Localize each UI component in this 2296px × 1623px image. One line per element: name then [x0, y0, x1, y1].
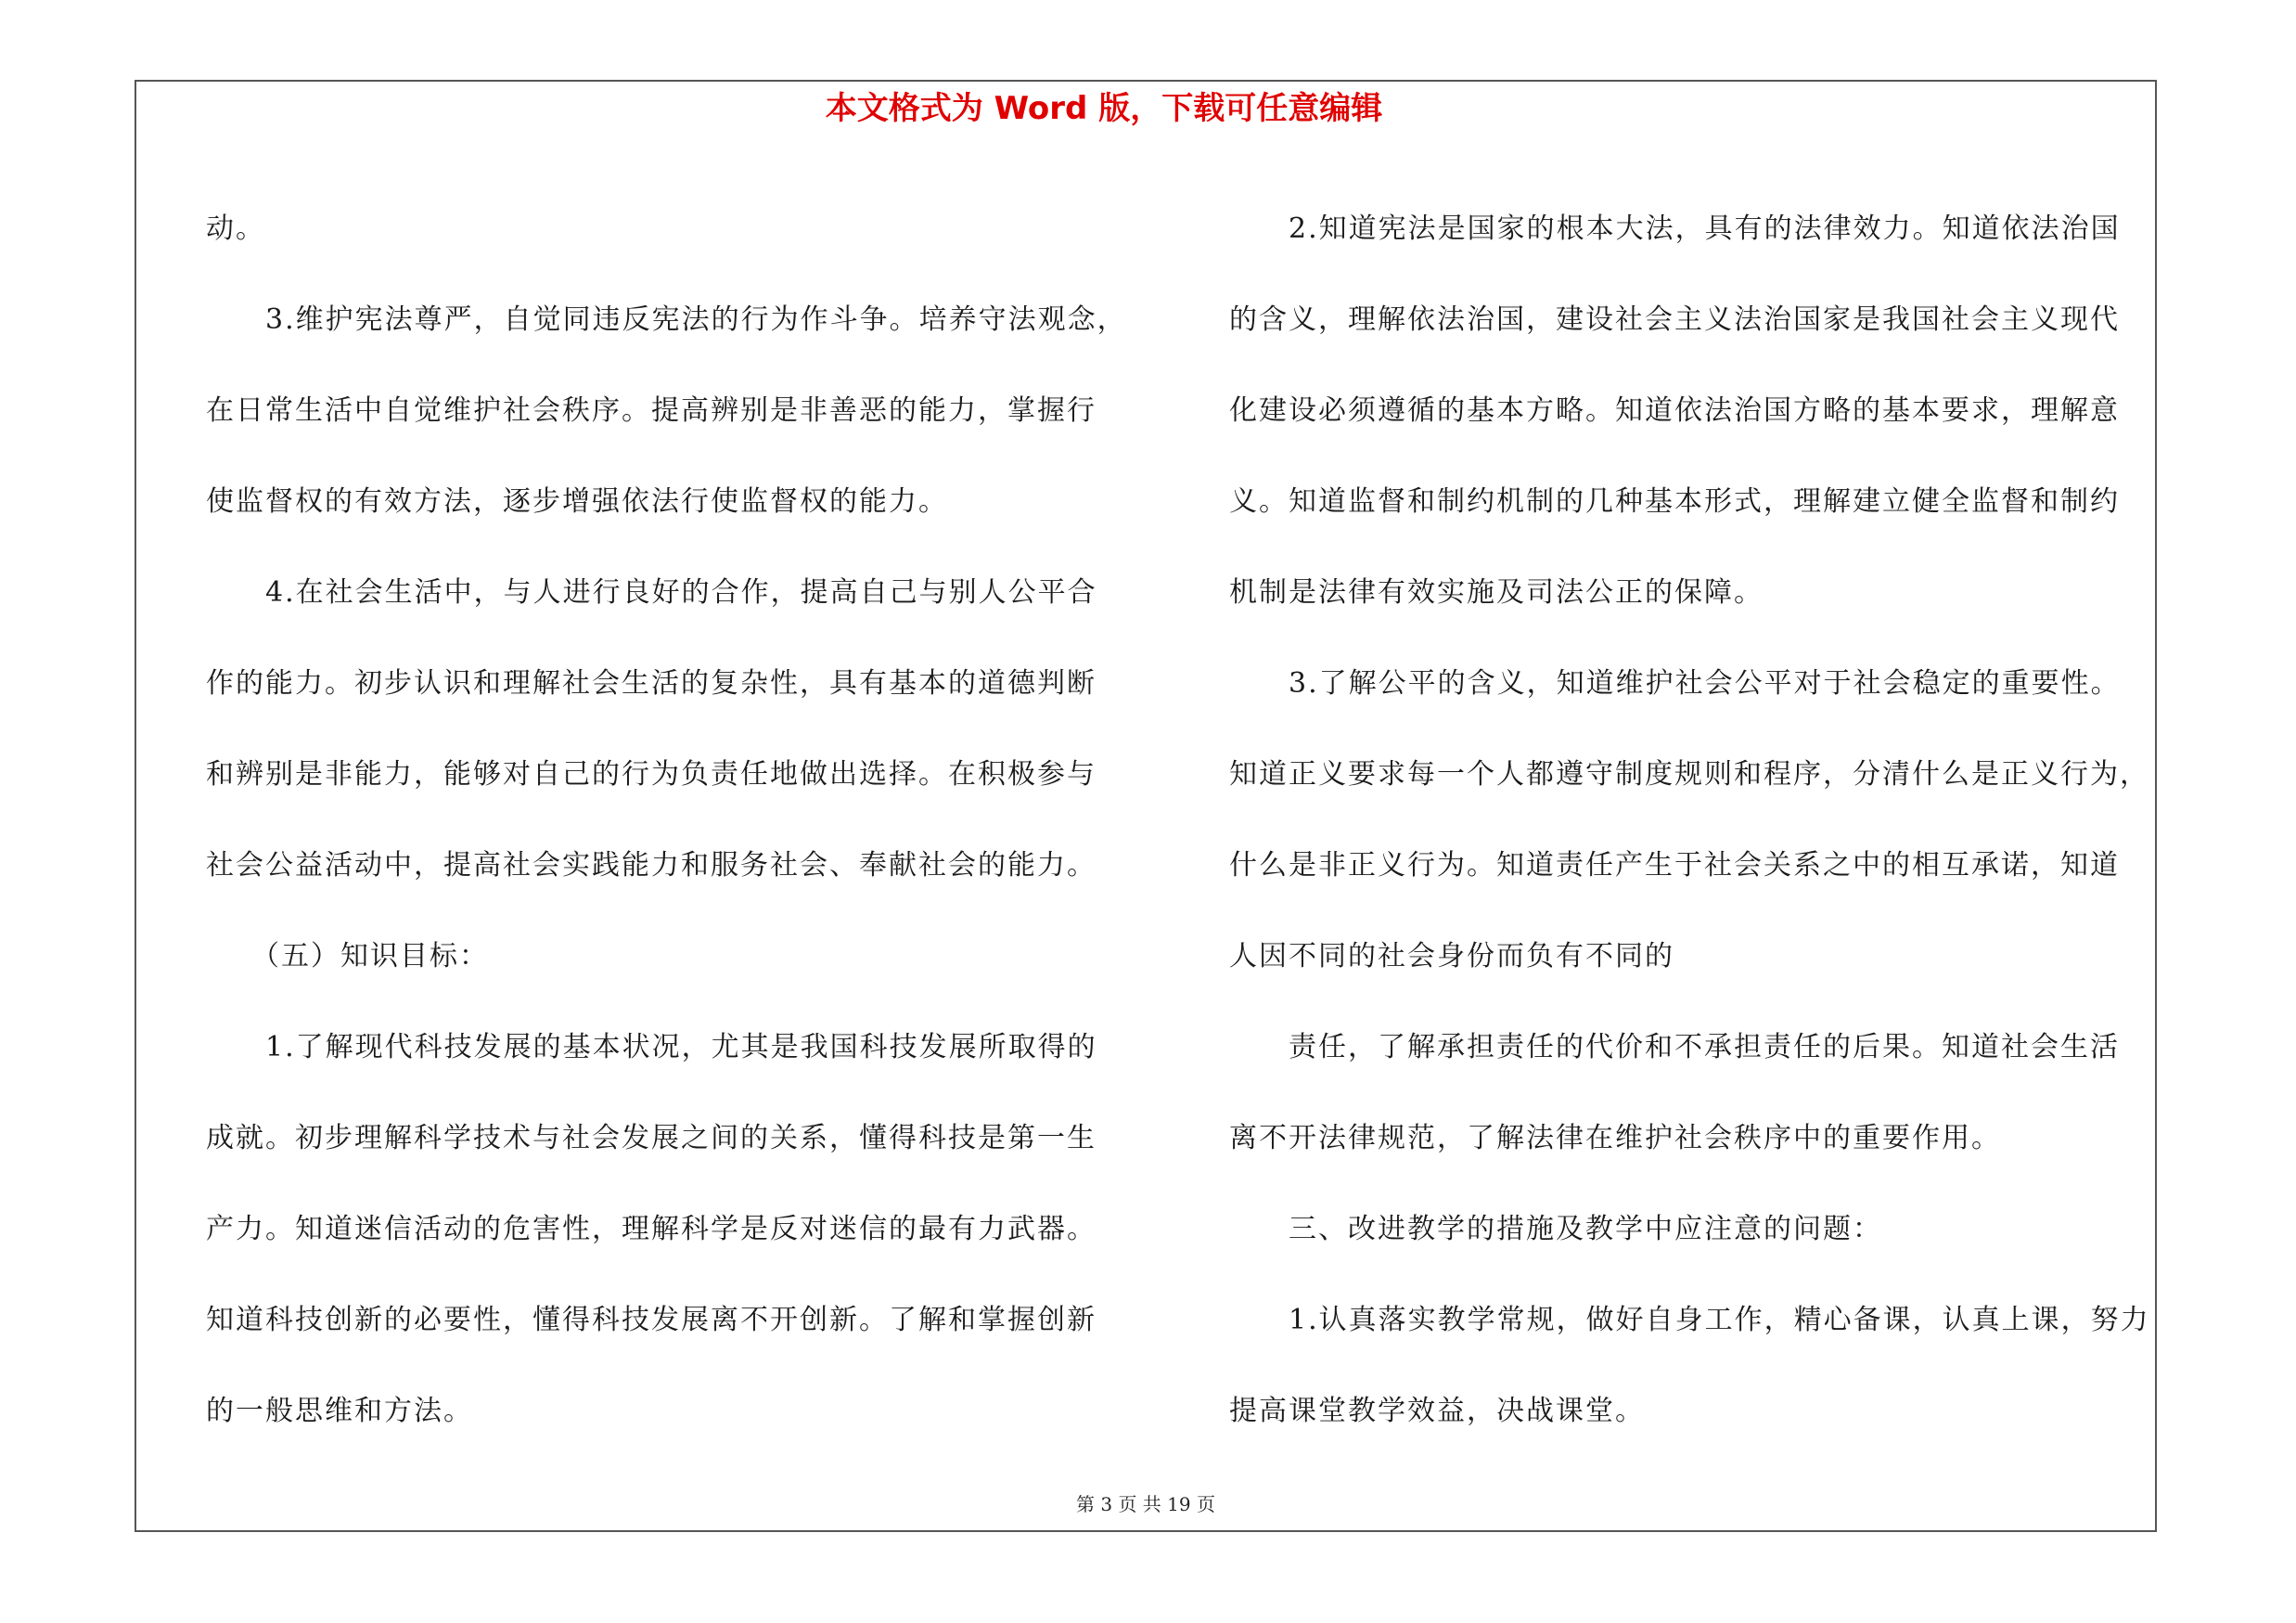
text-line: 机制是法律有效实施及司法公正的保障。	[1229, 576, 1764, 609]
text-line: 化建设必须遵循的基本方略。知道依法治国方略的基本要求，理解意	[1229, 394, 2120, 427]
section-heading: 三、改进教学的措施及教学中应注意的问题：	[1229, 1213, 1882, 1245]
right-column	[1229, 184, 2150, 1457]
text-line: 知道科技创新的必要性，懂得科技发展离不开创新。了解和掌握创新	[206, 1304, 1097, 1336]
text-line: 的含义，理解依法治国，建设社会主义法治国家是我国社会主义现代	[1229, 303, 2120, 336]
page-number: 第 3 页 共 19 页	[1076, 1493, 1215, 1515]
text-line: 社会公益活动中，提高社会实践能力和服务社会、奉献社会的能力。	[206, 849, 1097, 882]
format-banner: 本文格式为 Word 版，下载可任意编辑	[825, 90, 1383, 127]
text-line: 1.了解现代科技发展的基本状况，尤其是我国科技发展所取得的	[206, 1031, 1097, 1063]
text-line: 4.在社会生活中，与人进行良好的合作，提高自己与别人公平合	[206, 576, 1097, 609]
text-line: 责任，了解承担责任的代价和不承担责任的后果。知道社会生活	[1229, 1031, 2120, 1063]
text-line: 2.知道宪法是国家的根本大法，具有的法律效力。知道依法治国	[1229, 213, 2121, 245]
text-line: 的一般思维和方法。	[206, 1395, 473, 1427]
text-line: 知道正义要求每一个人都遵守制度规则和程序，分清什么是正义行为，	[1229, 758, 2149, 791]
text-line: 产力。知道迷信活动的危害性，理解科学是反对迷信的最有力武器。	[206, 1213, 1097, 1245]
text-line: 使监督权的有效方法，逐步增强依法行使监督权的能力。	[206, 485, 948, 518]
text-line: 提高课堂教学效益，决战课堂。	[1229, 1395, 1645, 1427]
text-line: 1.认真落实教学常规，做好自身工作，精心备课，认真上课，努力	[1229, 1304, 2150, 1336]
text-line: 动。	[206, 213, 265, 245]
section-heading: （五）知识目标：	[206, 940, 489, 973]
text-line: 3.了解公平的含义，知道维护社会公平对于社会稳定的重要性。	[1229, 667, 2121, 700]
text-line: 离不开法律规范，了解法律在维护社会秩序中的重要作用。	[1229, 1122, 2001, 1154]
text-line: 成就。初步理解科学技术与社会发展之间的关系，懂得科技是第一生	[206, 1122, 1097, 1154]
text-line: 和辨别是非能力，能够对自己的行为负责任地做出选择。在积极参与	[206, 758, 1097, 791]
text-line: 什么是非正义行为。知道责任产生于社会关系之中的相互承诺，知道	[1229, 849, 2120, 882]
text-line: 3.维护宪法尊严，自觉同违反宪法的行为作斗争。培养守法观念，	[206, 303, 1127, 336]
text-line: 人因不同的社会身份而负有不同的	[1229, 940, 1674, 973]
text-line: 作的能力。初步认识和理解社会生活的复杂性，具有基本的道德判断	[206, 667, 1097, 700]
text-line: 义。知道监督和制约机制的几种基本形式，理解建立健全监督和制约	[1229, 485, 2120, 518]
text-line: 在日常生活中自觉维护社会秩序。提高辨别是非善恶的能力，掌握行	[206, 394, 1097, 427]
left-column	[206, 184, 1134, 1457]
